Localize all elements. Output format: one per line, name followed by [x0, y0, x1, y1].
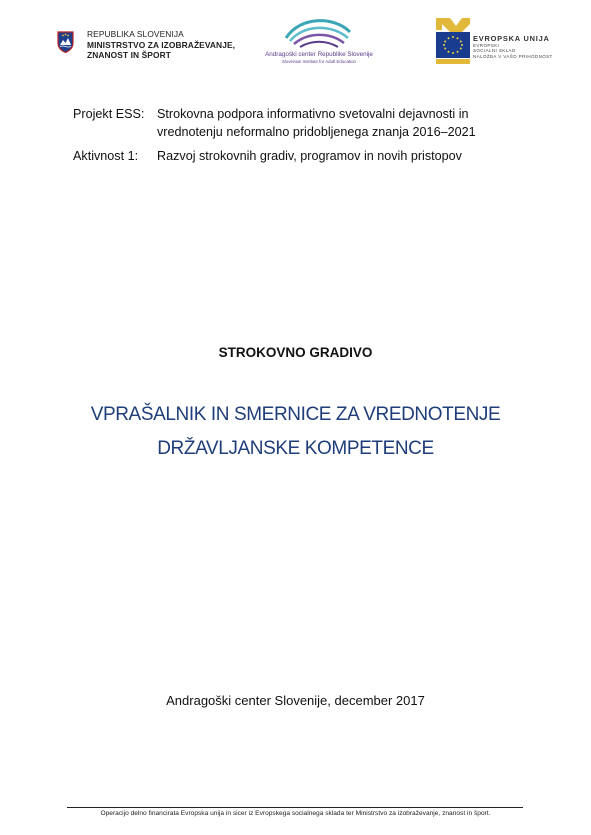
- publisher-date: Andragoški center Slovenije, december 2017: [166, 693, 425, 708]
- funding-note: Operacijo delno financirata Evropska unija in sicer iz Evropskega socialnega sklada ter Ministrstvo za izobraževanje, znanost in šport.: [100, 810, 491, 817]
- acs-subtitle: Slovenian Institute for Adult Education: [282, 59, 356, 64]
- eu-line-2: EVROPSKI: [473, 43, 500, 48]
- ministry-line-1: REPUBLIKA SLOVENIJA: [87, 29, 184, 39]
- title-line-1: VPRAŠALNIK IN SMERNICE ZA VREDNOTENJE: [90, 404, 501, 425]
- document-title: [0, 398, 591, 466]
- acs-wave-icon: [282, 14, 354, 50]
- footer-divider: [67, 807, 523, 808]
- project-label: Projekt ESS:: [73, 107, 145, 121]
- title-line-2: DRŽAVLJANSKE KOMPETENCE: [157, 438, 434, 459]
- eu-line-4: NALOŽBA V VAŠO PRIHODNOST: [473, 53, 553, 59]
- acs-logo: [254, 14, 384, 68]
- activity-value: Razvoj strokovnih gradiv, programov in novih pristopov: [157, 149, 462, 163]
- activity-label: Aktivnost 1:: [73, 149, 139, 163]
- document-type-heading: STROKOVNO GRADIVO: [218, 345, 373, 360]
- acs-name: Andragoški center Republike Slovenije: [265, 51, 373, 58]
- eu-line-1: EVROPSKA UNIJA: [473, 34, 550, 43]
- ministry-line-3: ZNANOST IN ŠPORT: [87, 50, 171, 61]
- eu-flag-icon: [436, 18, 470, 64]
- slovenian-coat-of-arms-icon: [57, 31, 74, 53]
- ministry-logo: [57, 29, 237, 63]
- eu-line-3: SOCIALNI SKLAD: [473, 48, 516, 54]
- ministry-line-2: MINISTRSTVO ZA IZOBRAŽEVANJE,: [87, 39, 236, 50]
- eu-logo: [436, 18, 566, 66]
- project-value-line-2: vrednotenju neformalno pridobljenega znanja 2016–2021: [157, 125, 476, 139]
- project-block: [0, 106, 591, 166]
- project-value-line-1: Strokovna podpora informativno svetovalni dejavnosti in: [157, 107, 469, 121]
